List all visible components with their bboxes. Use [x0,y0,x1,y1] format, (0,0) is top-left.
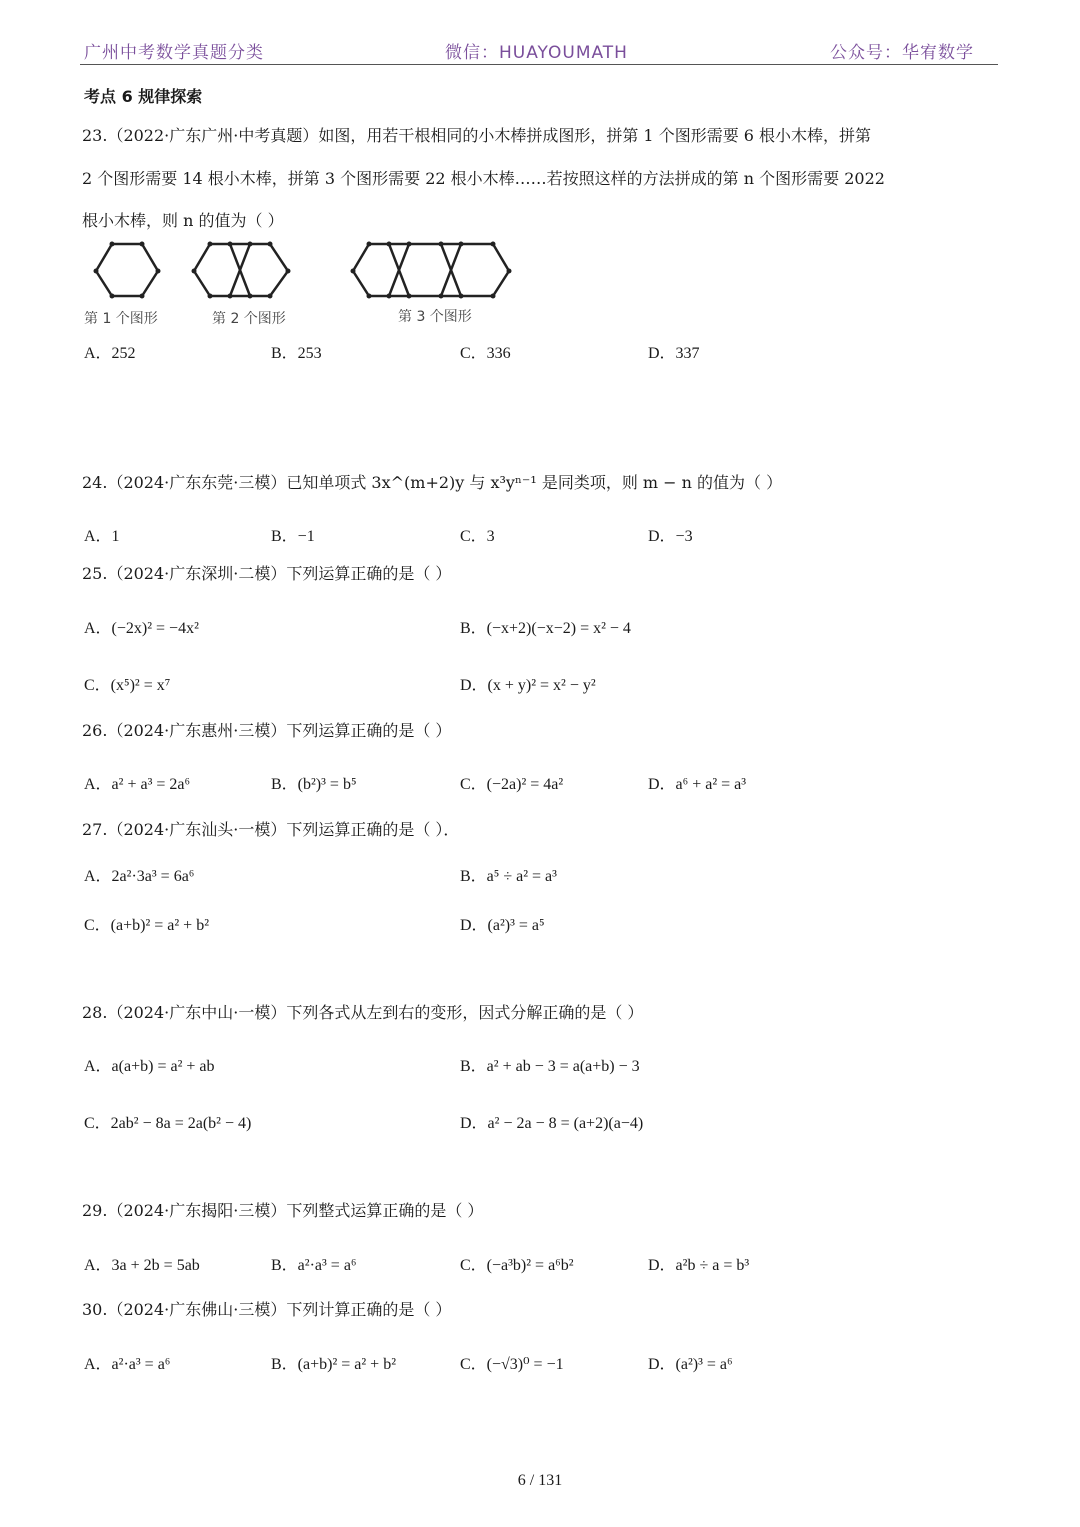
q23-caption-2: 第 2 个图形 [212,311,286,327]
q25-stem: 25.（2024·广东深圳·二模）下列运算正确的是（ ） [82,564,452,583]
q29-option-a: A．3a + 2b = 5ab [84,1257,200,1274]
q28-stem: 28.（2024·广东中山·一模）下列各式从左到右的变形，因式分解正确的是（ ） [82,1003,644,1022]
q24-option-d: D．−3 [648,528,693,545]
header-center: 微信：HUAYOUMATH [445,43,628,63]
q24-option-c: C．3 [460,528,495,545]
q30-option-b: B．(a+b)² = a² + b² [271,1356,396,1373]
q29-stem: 29.（2024·广东揭阳·三模）下列整式运算正确的是（ ） [82,1201,484,1220]
q26-option-a: A．a² + a³ = 2a⁶ [84,776,191,793]
q23-caption-3: 第 3 个图形 [398,309,472,325]
q27-option-b: B．a⁵ ÷ a² = a³ [460,868,557,885]
q30-option-d: D．(a²)³ = a⁶ [648,1356,733,1373]
q25-option-c: C．(x⁵)² = x⁷ [84,677,171,694]
q28-option-c: C．2ab² − 8a = 2a(b² − 4) [84,1115,252,1132]
page-number: 6 / 131 [517,1472,563,1489]
q23-line1: 23.（2022·广东广州·中考真题）如图，用若干根相同的小木棒拼成图形，拼第 1 个图形需要 6 根小木棒，拼第 [82,126,872,145]
q23-option-a: A．252 [84,345,136,362]
q25-option-d: D．(x + y)² = x² − y² [460,677,596,694]
q23-hexagon-figure [80,236,540,306]
q24-stem: 24.（2024·广东东莞·三模）已知单项式 3x^(m+2)y 与 x³yⁿ⁻¹ 是同类项，则 m − n 的值为（ ） [82,473,783,492]
q23-option-c: C．336 [460,345,511,362]
q23-option-b: B．253 [271,345,322,362]
q27-option-a: A．2a²·3a³ = 6a⁶ [84,868,195,885]
q23-line3: 根小木棒，则 n 的值为（ ） [82,211,284,230]
q28-option-b: B．a² + ab − 3 = a(a+b) − 3 [460,1058,640,1075]
q26-option-d: D．a⁶ + a² = a³ [648,776,747,793]
q26-option-b: B．(b²)³ = b⁵ [271,776,357,793]
section-title: 考点 6 规律探索 [84,87,203,106]
q29-option-d: D．a²b ÷ a = b³ [648,1257,750,1274]
header-divider [80,64,998,65]
header-left: 广州中考数学真题分类 [84,43,264,63]
q27-option-d: D．(a²)³ = a⁵ [460,917,545,934]
q23-caption-1: 第 1 个图形 [84,311,158,327]
q30-stem: 30.（2024·广东佛山·三模）下列计算正确的是（ ） [82,1300,452,1319]
q28-option-a: A．a(a+b) = a² + ab [84,1058,215,1075]
q26-option-c: C．(−2a)² = 4a² [460,776,564,793]
q23-option-d: D．337 [648,345,700,362]
q28-option-d: D．a² − 2a − 8 = (a+2)(a−4) [460,1115,644,1132]
q23-line2: 2 个图形需要 14 根小木棒，拼第 3 个图形需要 22 根小木棒……若按照这样的方法拼成的第 n 个图形需要 2022 [82,169,885,188]
header-right: 公众号：华宥数学 [830,43,974,63]
q29-option-c: C．(−a³b)² = a⁶b² [460,1257,574,1274]
q25-option-a: A．(−2x)² = −4x² [84,620,199,637]
q26-stem: 26.（2024·广东惠州·三模）下列运算正确的是（ ） [82,721,452,740]
q25-option-b: B．(−x+2)(−x−2) = x² − 4 [460,620,631,637]
q30-option-c: C．(−√3)⁰ = −1 [460,1356,564,1373]
q27-stem: 27.（2024·广东汕头·一模）下列运算正确的是（ ）． [82,820,460,839]
q24-option-a: A．1 [84,528,120,545]
q29-option-b: B．a²·a³ = a⁶ [271,1257,357,1274]
q27-option-c: C．(a+b)² = a² + b² [84,917,209,934]
q30-option-a: A．a²·a³ = a⁶ [84,1356,171,1373]
q24-option-b: B．−1 [271,528,315,545]
